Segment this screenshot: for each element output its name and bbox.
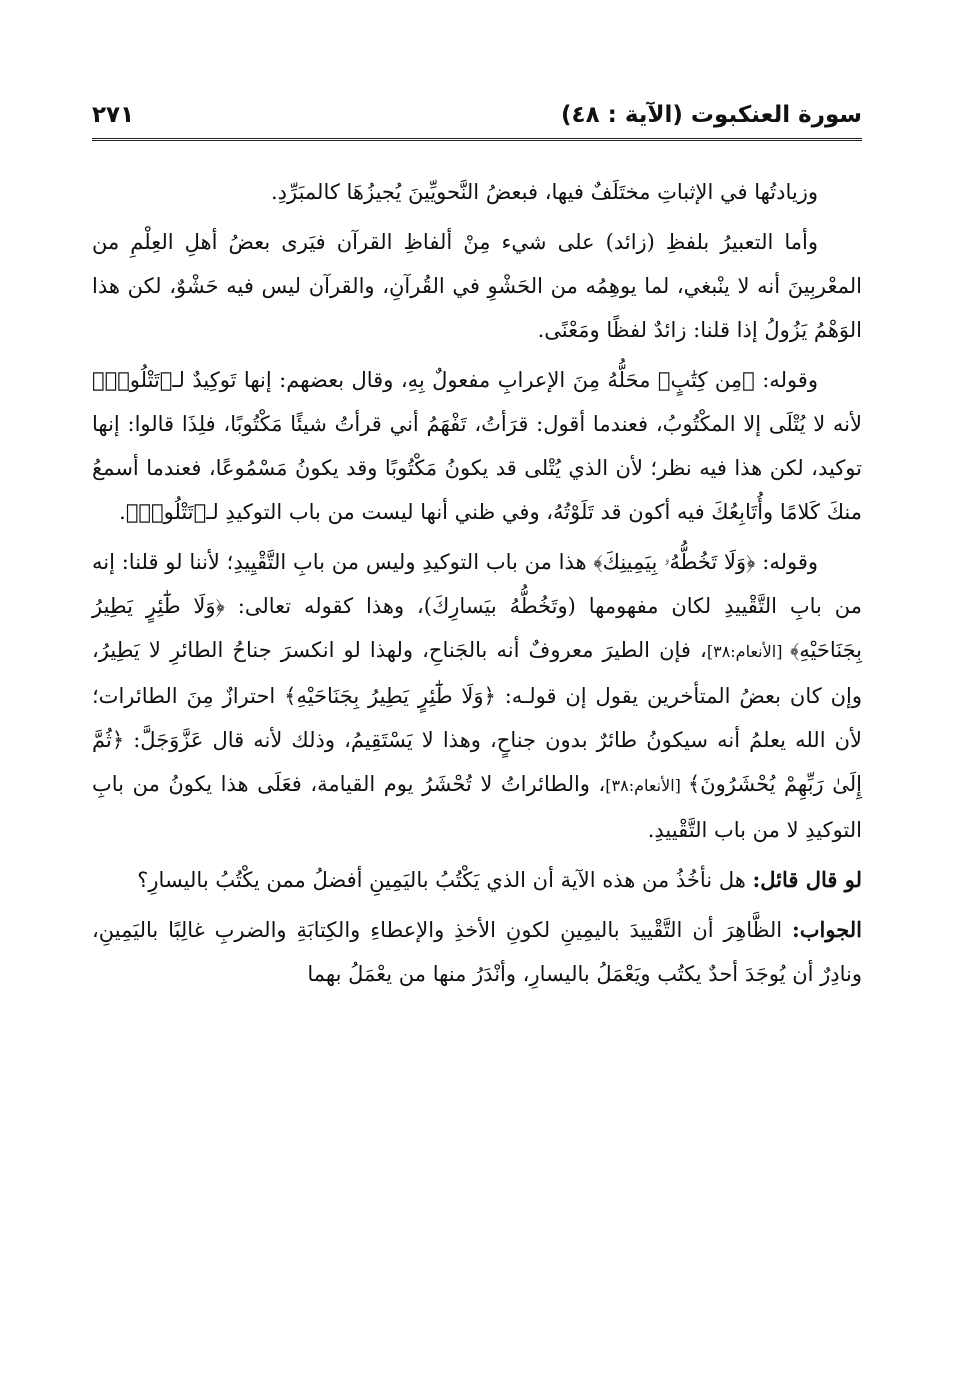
paragraph-text: ، والطائراتُ لا تُحْشَرُ يوم القيامة، فعَلَى هذا يكونُ من بابِ التوكيدِ لا من باب التَّقْييدِ.	[92, 772, 862, 842]
paragraph-text: محَلُّهُ مِنَ الإعرابِ مفعولٌ بِهِ، وقال بعضهم: إنها تَوكِيدٌ لـ	[172, 368, 658, 392]
quran-quote: ﴿تَتْلُوا۟﴾	[125, 500, 207, 524]
paragraph-text: احترازٌ مِنَ الطائرات؛ لأن الله يعلمُ أنه سيكونُ طائرٌ بدون جناحٍ، وهذا لا يَسْتَقِيمُ، وذلك لأنه قال عَزَّوَجَلَّ:	[92, 684, 862, 752]
question-lead: لو قال قائل:	[752, 867, 862, 892]
paragraph-text: ، فإن الطيرَ معروفٌ أنه بالجَناحِ، ولهذا لو انكسرَ جناحُ الطائرِ لا يَطِيرُ، وإن كان بعضُ المتأخرين يقول إن قولـه:	[92, 638, 862, 708]
surah-title: سورة العنكبوت (الآية : ٤٨)	[561, 102, 862, 128]
page-body	[92, 170, 862, 1002]
paragraph-4	[92, 540, 862, 852]
quran-quote: ﴿وَلَا طَٰٓئِرٍ يَطِيرُ بِجَنَاحَيْهِ﴾	[92, 594, 863, 662]
paragraph-3	[92, 358, 862, 534]
answer-lead: الجواب:	[792, 917, 862, 942]
quran-quote: ﴿ثُمَّ إِلَىٰ رَبِّهِمْ يُحْشَرُونَ﴾	[92, 728, 862, 796]
paragraph-1	[92, 170, 862, 214]
question-paragraph	[92, 858, 862, 902]
page-number: ٢٧١	[92, 102, 135, 128]
paragraph-text: لأنه لا يُتْلَى إلا المكْتُوبُ، فعندما أقول: قرَأتُ، تَفْهَمُ أني قرأتُ شيئًا مَكْتُوبًا، فلِذَا قالوا: إنها توكيد، لكن هذا فيه نظر؛ لأن الذي يُتْلى قد يكونُ مَكْتُوبًا وقد يكونُ مَسْمُوعًا، فعندما أسمعُ منكَ كَلامًا وأُتَابِعُكَ فيه أكون قد تَلَوْتُهُ، وفي ظني أنها ليست من باب التوكيدِ لـ	[92, 412, 862, 524]
verse-reference: [الأنعام:٣٨]	[706, 642, 790, 661]
paragraph-text: وزيادتُها في الإثباتِ مختَلَفٌ فيها، فبعضُ النَّحويِّينَ يُجيزُهَا كالمبَرِّدِ.	[270, 180, 818, 204]
answer-paragraph	[92, 908, 862, 996]
verse-reference: [الأنعام:٣٨]	[605, 776, 688, 795]
paragraph-text: وأما التعبيرُ بلفظِ (زائد) على شيء مِنْ ألفاظِ القرآن فيَرى بعضُ أهلِ العِلْمِ من المعْربِينَ أنه لا ينْبغي، لما يوهِمُه من الحَشْوِ في القُرآنِ، والقرآن ليس فيه حَشْوٌ، لكن هذا الوَهْمُ يَزُولُ إذا قلنا: زائدٌ لفظًا ومَعْنًى.	[92, 230, 862, 342]
quran-quote: ﴿تَتْلُوا۟﴾	[92, 368, 173, 392]
quran-quote: ﴿وَلَا تَخُطُّهُۥ بِيَمِينِكَ﴾	[593, 550, 756, 574]
paragraph-text: وقوله:	[754, 368, 818, 392]
paragraph-text: .	[119, 500, 126, 524]
header-divider	[92, 138, 862, 141]
quran-quote: ﴿مِن كِتَٰبٍ﴾	[657, 368, 755, 392]
paragraph-text: وقوله:	[755, 550, 819, 574]
paragraph-text: هل نأخُذُ من هذه الآية أن الذي يَكْتُبُ باليَمِينِ أفضلُ ممن يكْتُبُ باليسارِ؟	[137, 868, 753, 892]
paragraph-text: الظَّاهِرَ أن التَّقْييدَ باليمِينِ لكونِ الأخذِ والإعطاءِ والكِتابَةِ والضربِ غالِبًا باليَمِينِ، ونادِرٌ أن يُوجَدَ أحدٌ يكتُب ويَعْمَلُ باليسارِ، وأنْدَرُ منها من يعْمَلُ بهما	[92, 918, 862, 986]
quran-quote: ﴿وَلَا طَٰٓئِرٍ يَطِيرُ بِجَنَاحَيْهِ﴾	[284, 684, 496, 708]
paragraph-2	[92, 220, 862, 352]
paragraph-text: هذا من باب التوكيدِ وليس من بابِ التَّقْيِيدِ؛ لأننا لو قلنا: إنه من بابِ التَّقْييدِ لكان مفهومها (وتَخُطُّهُ بيَسارِكَ)، وهذا كقوله تعالى:	[92, 550, 863, 618]
running-header	[92, 100, 862, 140]
